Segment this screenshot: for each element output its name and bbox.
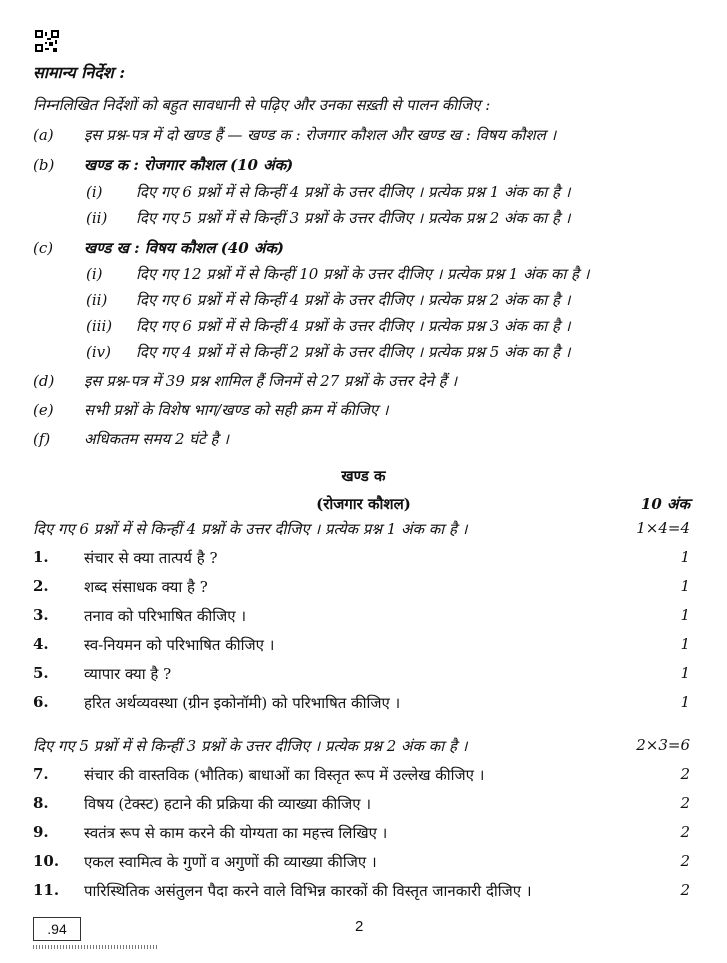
question-text: हरित अर्थव्यवस्था (ग्रीन इकोनॉमी) को परिभाषित कीजिए । (84, 694, 401, 712)
question-number: 2. (33, 577, 49, 595)
qr-code-icon (35, 30, 59, 52)
question-text: स्व-नियमन को परिभाषित कीजिए । (84, 636, 275, 654)
question-text: पारिस्थितिक असंतुलन पैदा करने वाले विभिन्न कारकों की विस्तृत जानकारी दीजिए । (84, 882, 532, 900)
instruction-label: (b) (33, 156, 55, 174)
question-marks: 1 (680, 693, 690, 711)
question-marks: 2 (680, 881, 690, 899)
page-title: सामान्य निर्देश : (33, 63, 126, 82)
instruction-text: सभी प्रश्नों के विशेष भाग/खण्ड को सही क्रम में कीजिए । (84, 401, 389, 419)
question-number: 6. (33, 693, 49, 711)
instruction-text: इस प्रश्न-पत्र में 39 प्रश्न शामिल हैं जिनमें से 27 प्रश्नों के उत्तर देने हैं । (84, 372, 458, 390)
instruction-label: (d) (33, 372, 55, 390)
question-number: 8. (33, 794, 49, 812)
question-number: 1. (33, 548, 49, 566)
question-number: 5. (33, 664, 49, 682)
question-marks: 1 (680, 606, 690, 624)
question-text: शब्द संसाधक क्या है ? (84, 578, 208, 596)
instruction-label: (e) (33, 401, 54, 419)
group-instruction: दिए गए 6 प्रश्नों में से किन्हीं 4 प्रश्नों के उत्तर दीजिए । प्रत्येक प्रश्न 1 अंक का है । (33, 520, 468, 538)
section-marks: 10 अंक (640, 495, 690, 513)
question-marks: 1 (680, 577, 690, 595)
question-marks: 1 (680, 548, 690, 566)
group-marks: 1×4=4 (636, 519, 690, 537)
question-text: संचार की वास्तविक (भौतिक) बाधाओं का विस्तृत रूप में उल्लेख कीजिए । (84, 766, 485, 784)
instruction-text: दिए गए 5 प्रश्नों में से किन्हीं 3 प्रश्नों के उत्तर दीजिए । प्रत्येक प्रश्न 2 अंक का है । (136, 209, 571, 227)
instruction-text: दिए गए 4 प्रश्नों में से किन्हीं 2 प्रश्नों के उत्तर दीजिए । प्रत्येक प्रश्न 5 अंक का है । (136, 343, 571, 361)
question-number: 11. (33, 881, 60, 899)
section-heading: खण्ड ख : विषय कौशल (40 अंक) (84, 239, 284, 257)
instruction-label: (a) (33, 126, 54, 144)
barcode-icon (33, 945, 158, 949)
page-number: 2 (355, 918, 364, 935)
instruction-text: दिए गए 6 प्रश्नों में से किन्हीं 4 प्रश्नों के उत्तर दीजिए । प्रत्येक प्रश्न 1 अंक का है । (136, 183, 571, 201)
group-marks: 2×3=6 (636, 736, 690, 754)
section-heading: खण्ड क : रोजगार कौशल (10 अंक) (84, 156, 294, 174)
question-text: व्यापार क्या है ? (84, 665, 172, 683)
question-marks: 1 (680, 635, 690, 653)
question-marks: 2 (680, 823, 690, 841)
question-marks: 2 (680, 852, 690, 870)
question-text: संचार से क्या तात्पर्य है ? (84, 549, 218, 567)
instruction-label: (iv) (86, 343, 111, 361)
instruction-text: दिए गए 6 प्रश्नों में से किन्हीं 4 प्रश्नों के उत्तर दीजिए । प्रत्येक प्रश्न 3 अंक का है । (136, 317, 571, 335)
instruction-label: (ii) (86, 291, 108, 309)
paper-code: .94 (33, 917, 81, 941)
instruction-label: (f) (33, 430, 51, 448)
group-instruction: दिए गए 5 प्रश्नों में से किन्हीं 3 प्रश्नों के उत्तर दीजिए । प्रत्येक प्रश्न 2 अंक का है । (33, 737, 468, 755)
instruction-text: अधिकतम समय 2 घंटे है । (84, 430, 229, 448)
instruction-label: (i) (86, 183, 103, 201)
question-marks: 2 (680, 765, 690, 783)
question-text: विषय (टेक्स्ट) हटाने की प्रक्रिया की व्याख्या कीजिए । (84, 795, 372, 813)
section-subtitle: (रोजगार कौशल) (316, 495, 411, 513)
question-text: तनाव को परिभाषित कीजिए । (84, 607, 247, 625)
instruction-label: (ii) (86, 209, 108, 227)
question-number: 3. (33, 606, 49, 624)
instruction-text: दिए गए 6 प्रश्नों में से किन्हीं 4 प्रश्नों के उत्तर दीजिए । प्रत्येक प्रश्न 2 अंक का है । (136, 291, 571, 309)
question-marks: 1 (680, 664, 690, 682)
intro-text: निम्नलिखित निर्देशों को बहुत सावधानी से पढ़िए और उनका सख़्ती से पालन कीजिए : (33, 96, 491, 114)
question-number: 4. (33, 635, 49, 653)
instruction-text: इस प्रश्न-पत्र में दो खण्ड हैं — खण्ड क : रोजगार कौशल और खण्ड ख : विषय कौशल । (84, 126, 557, 144)
instruction-text: दिए गए 12 प्रश्नों में से किन्हीं 10 प्रश्नों के उत्तर दीजिए । प्रत्येक प्रश्न 1 अंक का है । (136, 265, 590, 283)
question-number: 10. (33, 852, 60, 870)
instruction-label: (c) (33, 239, 54, 257)
question-text: स्वतंत्र रूप से काम करने की योग्यता का महत्त्व लिखिए । (84, 824, 388, 842)
instruction-label: (iii) (86, 317, 113, 335)
question-text: एकल स्वामित्व के गुणों व अगुणों की व्याख्या कीजिए । (84, 853, 377, 871)
question-marks: 2 (680, 794, 690, 812)
question-number: 9. (33, 823, 49, 841)
instruction-label: (i) (86, 265, 103, 283)
section-title: खण्ड क (341, 467, 386, 485)
question-number: 7. (33, 765, 49, 783)
